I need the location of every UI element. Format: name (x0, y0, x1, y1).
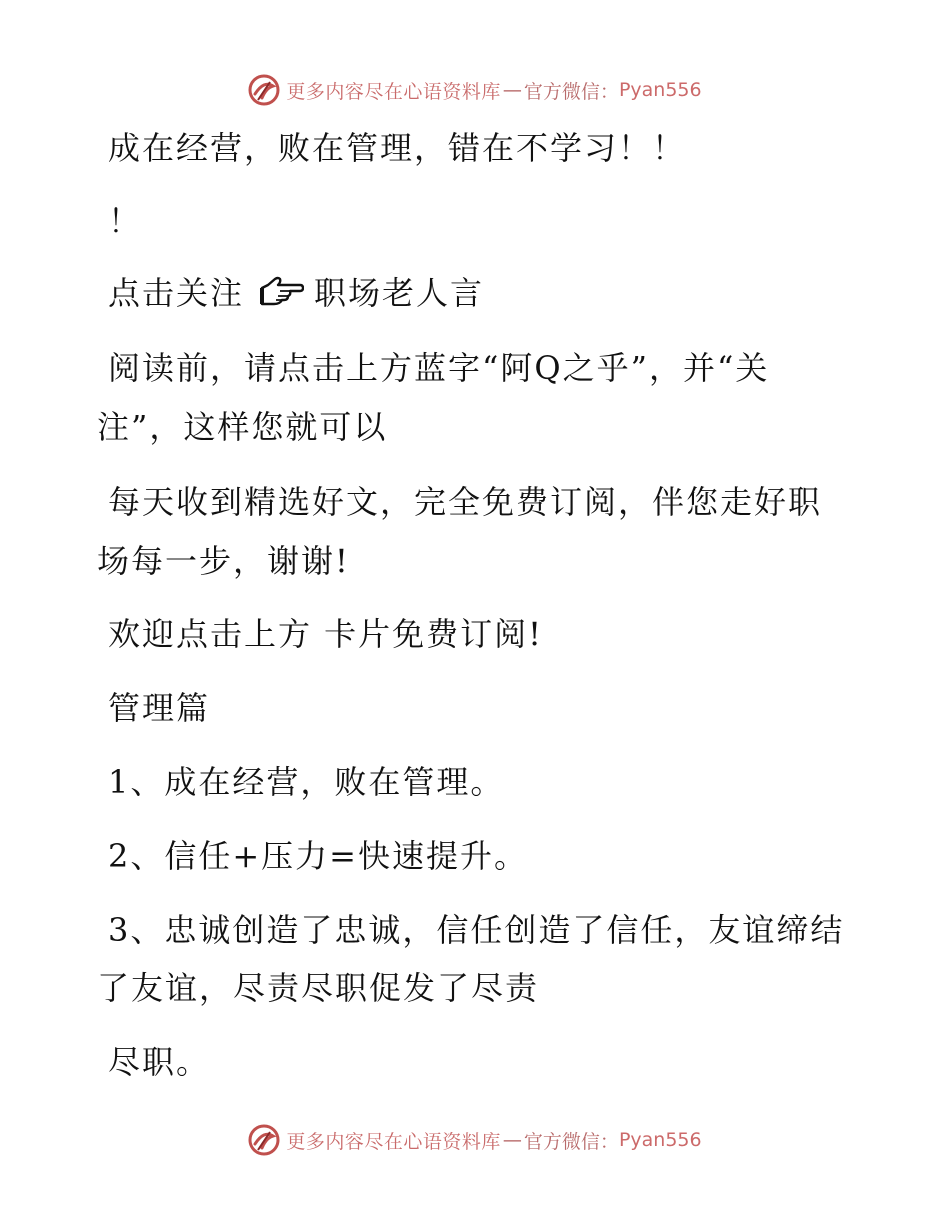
pointing-hand-icon (258, 276, 304, 308)
footer-banner (0, 1120, 950, 1160)
banner-main-text: 更多内容尽在心语资料库 (286, 80, 501, 103)
text-line: 了友谊，尽责尽职促发了尽责 (97, 969, 540, 1007)
account-name: 职场老人言 (314, 274, 485, 312)
text-line: 成在经营，败在管理，错在不学习！！ (108, 129, 687, 167)
list-item: 3、忠诚创造了忠诚，信任创造了信任，友谊缔结 (108, 911, 845, 949)
red-swirl-logo-icon (248, 1124, 280, 1156)
banner-main-text: 更多内容尽在心语资料库 (286, 1130, 501, 1153)
banner-wechat-label: 官方微信： (523, 80, 619, 103)
text-line: 注”，这样您就可以 (97, 408, 388, 446)
text-line: 阅读前，请点击上方蓝字“阿Q之乎”，并“关 (108, 349, 770, 387)
banner-wechat-id: Pyan556 (618, 79, 702, 101)
banner-wechat-label: 官方微信： (523, 1130, 619, 1153)
banner-separator: — (502, 1129, 522, 1151)
text-line: 欢迎点击上方 卡片免费订阅! (108, 615, 544, 653)
list-item: 1、成在经营，败在管理。 (108, 763, 505, 801)
banner-separator: — (502, 79, 522, 101)
section-heading: 管理篇 (108, 689, 211, 727)
follow-line (108, 273, 484, 313)
text-line: 场每一步，谢谢! (97, 542, 350, 580)
text-line: 尽职。 (108, 1043, 211, 1081)
text-line: 每天收到精选好文，完全免费订阅，伴您走好职 (108, 483, 823, 521)
text-line: ！ (108, 202, 143, 240)
banner-wechat-id: Pyan556 (618, 1129, 702, 1151)
list-item: 2、信任+压力=快速提升。 (108, 837, 528, 875)
follow-label: 点击关注 (108, 274, 245, 312)
